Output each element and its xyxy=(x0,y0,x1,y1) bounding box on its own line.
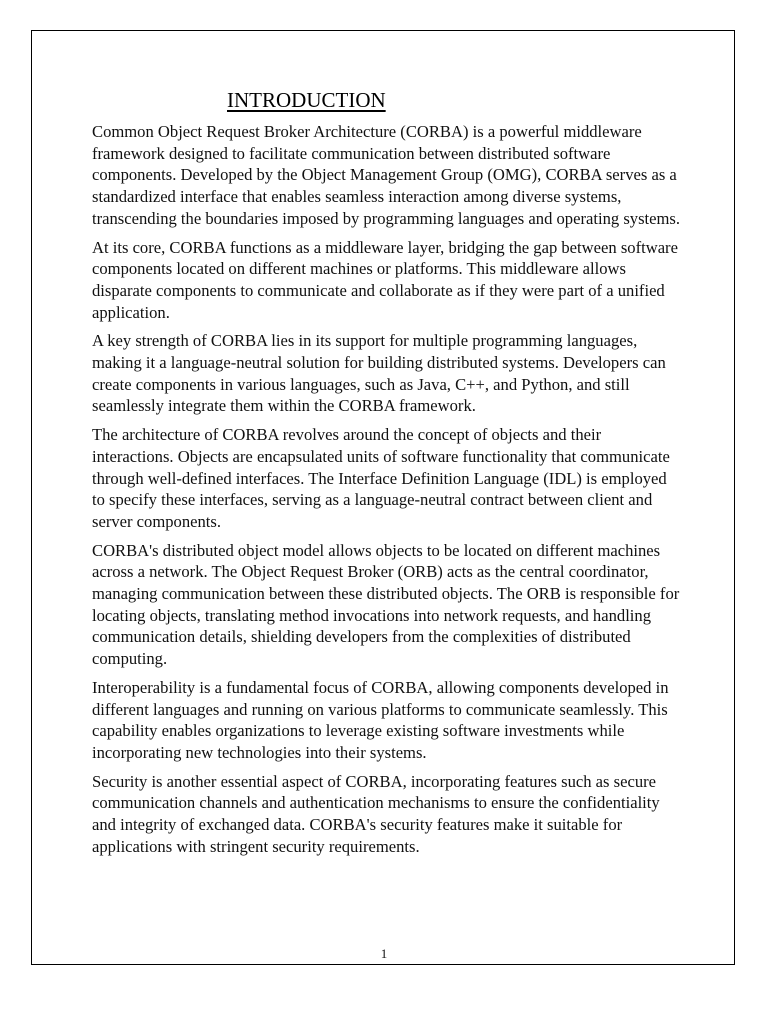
paragraph-corba-overview: Common Object Request Broker Architecture (CORBA) is a powerful middleware framework designed to facilitate communication between distributed software components. Developed by the Object Management Group (OMG), CORBA serves as a standardized interface that enables seamless interaction among diverse systems, transcending the boundaries imposed by programming languages and operating systems. xyxy=(92,122,681,228)
paragraph-security: Security is another essential aspect of CORBA, incorporating features such as secure communication channels and authentication mechanisms to ensure the confidentiality and integrity of exchanged data. CORBA's security features make it suitable for applications with stringent security requirements. xyxy=(92,771,660,856)
paragraph-objects-idl: The architecture of CORBA revolves around the concept of objects and their interactions. Objects are encapsulated units of software functionality that communicate through well-defined interfaces. The Interface Definition Language (IDL) is employed to specify these interfaces, serving as a language-neutral contract between client and server components. xyxy=(92,425,670,531)
paragraph-middleware-layer: At its core, CORBA functions as a middleware layer, bridging the gap between software components located on different machines or platforms. This middleware allows disparate components to communicate and collaborate as if they were part of a unified application. xyxy=(92,237,678,322)
paragraph-orb: CORBA's distributed object model allows objects to be located on different machines across a network. The Object Request Broker (ORB) acts as the central coordinator, managing communication between these distributed objects. The ORB is responsible for locating objects, translating method invocations into network requests, and handling communication details, shielding developers from the complexities of distributed computing. xyxy=(92,540,680,669)
body-text xyxy=(92,121,682,865)
paragraph-interoperability: Interoperability is a fundamental focus of CORBA, allowing components developed in different languages and running on various platforms to communicate seamlessly. This capability enables organizations to leverage existing software investments while incorporating new technologies into their systems. xyxy=(92,677,669,762)
paragraph-language-neutral: A key strength of CORBA lies in its support for multiple programming languages, making it a language-neutral solution for building distributed systems. Developers can create components in various languages, such as Java, C++, and Python, and still seamlessly integrate them within the CORBA framework. xyxy=(92,331,666,416)
page-number: 1 xyxy=(380,946,388,961)
page-title: INTRODUCTION xyxy=(227,88,386,112)
